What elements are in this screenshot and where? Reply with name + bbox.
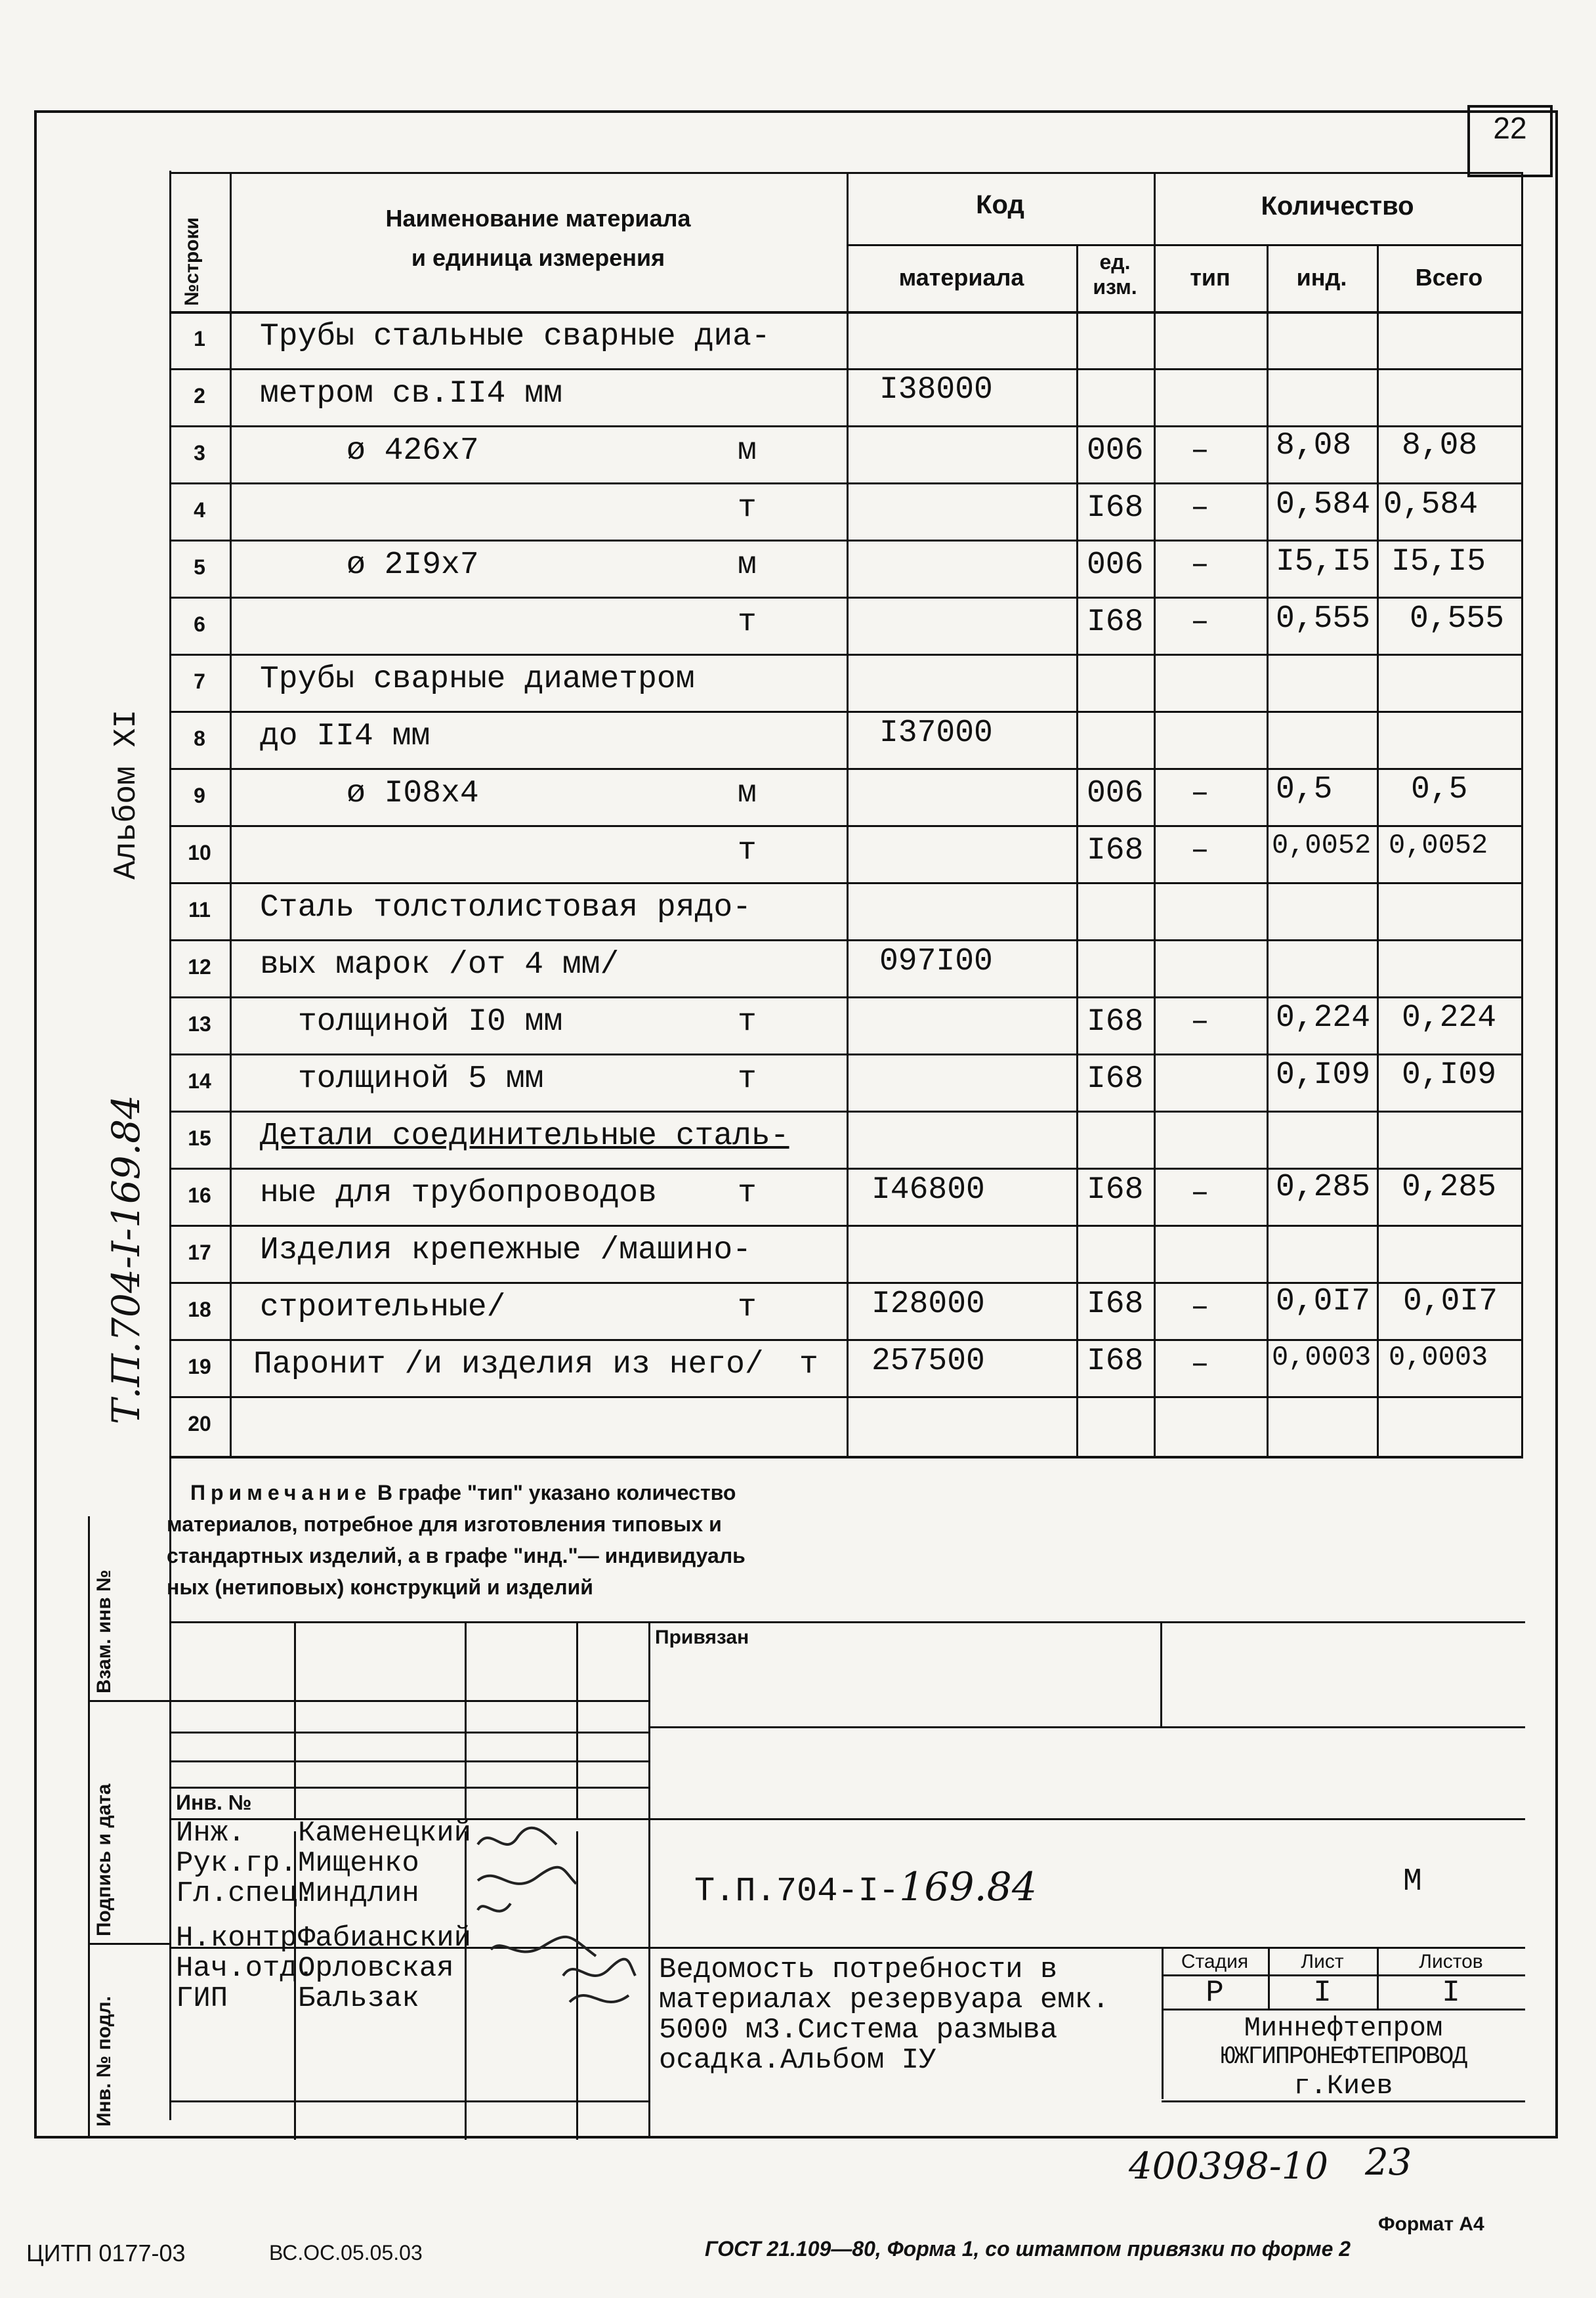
row-name: толщиной 5 мм	[298, 1061, 544, 1097]
header-name-line1: Наименование материала	[385, 205, 691, 232]
row-edizm: I68	[1087, 1172, 1144, 1208]
row-name: до II4 мм	[260, 719, 430, 754]
stage-label: Стадия	[1181, 1951, 1249, 1972]
sheets-label: Листов	[1419, 1951, 1483, 1972]
stamp-designation-print: Т.П.704-I-	[694, 1872, 900, 1911]
signer-row: Рук.гр.Мищенко	[176, 1847, 419, 1880]
row-unit: м	[738, 776, 757, 811]
row-name: метром св.II4 мм	[260, 376, 562, 412]
row-tip: –	[1190, 1176, 1209, 1211]
row-number: 1	[194, 327, 205, 351]
header-name-line2: и единица измерения	[411, 244, 665, 271]
row-unit: т	[799, 1347, 818, 1382]
row-unit: м	[738, 433, 757, 469]
row-number: 15	[188, 1126, 211, 1150]
row-tip: –	[1190, 433, 1209, 469]
row-tip: –	[1190, 776, 1209, 811]
header-code-material: материала	[898, 264, 1024, 291]
sheet-label: Лист	[1301, 1951, 1344, 1972]
row-edizm: 006	[1087, 547, 1144, 583]
header-row-number: №строки	[181, 217, 203, 306]
row-total: I5,I5	[1391, 544, 1486, 580]
row-number: 4	[194, 498, 205, 522]
sheet-value: I	[1313, 1976, 1332, 2010]
row-ind: 0,0I7	[1276, 1284, 1371, 1319]
row-number: 12	[188, 955, 211, 979]
row-tip: –	[1190, 605, 1209, 640]
row-number: 16	[188, 1183, 211, 1207]
row-code: I38000	[879, 372, 993, 408]
row-name: строительные/	[260, 1290, 506, 1325]
row-ind: I5,I5	[1276, 544, 1371, 580]
sheets-value: I	[1442, 1976, 1460, 2010]
row-edizm: I68	[1087, 833, 1144, 868]
signers-block	[176, 1818, 471, 2014]
stage-value: Р	[1206, 1976, 1224, 2010]
row-ind: 0,5	[1276, 772, 1333, 807]
row-number: 14	[188, 1069, 211, 1093]
row-unit: м	[738, 547, 757, 583]
row-unit: т	[738, 1290, 757, 1325]
row-unit: т	[738, 490, 757, 526]
title-stamp	[169, 1621, 1525, 2138]
header-qty-ind: инд.	[1296, 264, 1347, 291]
footer-right: ГОСТ 21.109—80, Форма 1, со штампом привязки по форме 2	[705, 2237, 1351, 2261]
row-edizm: I68	[1087, 1061, 1144, 1097]
header-code: Код	[976, 190, 1024, 219]
row-total: 0,555	[1410, 601, 1505, 637]
row-name: Детали соединительные сталь-	[260, 1118, 789, 1154]
row-code: I46800	[872, 1172, 985, 1208]
row-total: 8,08	[1402, 428, 1478, 463]
materials-table	[169, 172, 1522, 1458]
header-qty-total: Всего	[1415, 264, 1483, 291]
header-code-unit: ед. изм.	[1093, 250, 1137, 299]
row-tip: –	[1190, 1347, 1209, 1382]
stamp-designation	[694, 1864, 1037, 1911]
row-code: I37000	[879, 715, 993, 751]
row-code: 097I00	[879, 944, 993, 979]
side-podpis-data: Подпись и дата	[93, 1783, 115, 1936]
side-vzam-inv: Взам. инв №	[93, 1569, 115, 1693]
row-edizm: I68	[1087, 1344, 1144, 1379]
side-strip-divider	[88, 1943, 169, 1945]
row-number: 10	[188, 841, 211, 864]
note-text: В графе "тип" указано количество	[371, 1481, 736, 1504]
note-text: ных (нетиповых) конструкций и изделий	[167, 1575, 593, 1599]
row-unit: т	[738, 1004, 757, 1040]
row-unit: т	[738, 1061, 757, 1097]
row-number: 3	[194, 441, 205, 465]
row-total: 0,285	[1402, 1170, 1497, 1205]
handwritten-page: 23	[1365, 2141, 1412, 2184]
document-title: Ведомость потребности в материалах резервуара емк. 5000 м3.Система размыва осадка.Альбом IУ	[659, 1953, 1110, 2077]
signer-row: Н.контр.Фабианский	[176, 1922, 472, 1955]
row-total: 0,0003	[1389, 1342, 1488, 1373]
note-lead: Примечание	[190, 1481, 372, 1504]
row-name: вых марок /от 4 мм/	[260, 947, 620, 983]
row-number: 11	[188, 898, 211, 922]
side-strip-inner-border	[88, 1516, 90, 2137]
row-code: I28000	[872, 1287, 985, 1322]
row-ind: 0,0052	[1272, 830, 1372, 861]
row-edizm: I68	[1087, 1004, 1144, 1040]
inv-no-label: Инв. №	[176, 1791, 252, 1814]
signer-row: Нач.отд.Орловская	[176, 1952, 454, 1985]
row-number: 19	[188, 1355, 211, 1378]
row-tip: –	[1190, 490, 1209, 526]
row-name: Изделия крепежные /машино-	[260, 1233, 751, 1268]
row-name: Трубы стальные сварные диа-	[260, 319, 770, 354]
note-text: стандартных изделий, а в графе "инд."— индивидуаль	[167, 1544, 746, 1567]
side-strip-divider	[88, 1700, 169, 1702]
handwritten-number: 400398-10	[1129, 2145, 1328, 2188]
row-tip: –	[1190, 1290, 1209, 1325]
side-album-label: Альбом XI	[109, 709, 144, 880]
signatures-image	[465, 1818, 648, 2015]
row-name: толщиной I0 мм	[298, 1004, 563, 1040]
sheet-number: 22	[1493, 111, 1527, 145]
organization-block: Миннефтепром ЮЖГИПРОНЕФТЕПРОВОД г.Киев	[1220, 2012, 1467, 2102]
signer-row: Инж. Каменецкий	[176, 1817, 472, 1850]
row-number: 2	[194, 384, 205, 408]
signer-row: Гл.спец.Миндлин	[176, 1877, 419, 1910]
note-text: материалов, потребное для изготовления типовых и	[167, 1512, 722, 1536]
row-ind: 0,224	[1276, 1000, 1371, 1036]
row-number: 6	[194, 612, 205, 636]
row-name: Паронит /и изделия из него/	[253, 1347, 764, 1382]
row-tip: –	[1190, 547, 1209, 583]
row-ind: 8,08	[1276, 428, 1352, 463]
row-unit: т	[738, 1176, 757, 1211]
row-ind: 0,555	[1276, 601, 1371, 637]
row-name: Сталь толстолистовая рядо-	[260, 890, 751, 926]
signer-row: ГИП Бальзак	[176, 1982, 419, 2015]
row-name: Трубы сварные диаметром	[260, 662, 695, 697]
header-quantity: Количество	[1261, 192, 1414, 221]
footer-code: ВС.ОС.05.05.03	[269, 2241, 423, 2265]
row-number: 13	[188, 1012, 211, 1036]
row-unit: т	[738, 833, 757, 868]
row-code: 257500	[872, 1344, 985, 1379]
row-number: 17	[188, 1241, 211, 1264]
row-name: ные для трубопроводов	[260, 1176, 657, 1211]
stamp-letter: М	[1403, 1864, 1422, 1900]
footer-left: ЦИТП 0177-03	[26, 2240, 186, 2266]
format-label: Формат А4	[1378, 2213, 1484, 2235]
row-number: 18	[188, 1298, 211, 1321]
privyazan-label: Привязан	[655, 1627, 749, 1648]
row-number: 5	[194, 555, 205, 579]
row-tip: –	[1190, 1004, 1209, 1040]
row-number: 9	[194, 784, 205, 807]
row-total: 0,584	[1383, 487, 1479, 522]
row-ind: 0,285	[1276, 1170, 1371, 1205]
row-unit: т	[738, 605, 757, 640]
row-name: ø 426x7	[346, 433, 479, 469]
row-total: 0,0052	[1389, 830, 1488, 861]
row-edizm: 006	[1087, 776, 1144, 811]
header-qty-type: тип	[1190, 264, 1230, 291]
row-edizm: I68	[1087, 1287, 1144, 1322]
row-name: ø 2I9x7	[346, 547, 479, 583]
row-edizm: 006	[1087, 433, 1144, 469]
row-edizm: I68	[1087, 605, 1144, 640]
row-ind: 0,0003	[1272, 1342, 1372, 1373]
row-edizm: I68	[1087, 490, 1144, 526]
row-total: 0,I09	[1402, 1057, 1497, 1093]
row-number: 7	[194, 670, 205, 693]
row-total: 0,224	[1402, 1000, 1497, 1036]
stamp-designation-hand: 169.84	[899, 1864, 1038, 1910]
row-total: 0,0I7	[1403, 1284, 1498, 1319]
row-ind: 0,I09	[1276, 1057, 1371, 1093]
side-inv-podl: Инв. № подл.	[93, 1995, 115, 2127]
row-number: 8	[194, 727, 205, 750]
row-total: 0,5	[1411, 772, 1468, 807]
row-number: 20	[188, 1412, 211, 1436]
row-tip: –	[1190, 833, 1209, 868]
row-name: ø I08x4	[346, 776, 479, 811]
row-ind: 0,584	[1276, 487, 1371, 522]
note-block	[167, 1477, 965, 1603]
side-designation-label: Т.П.704-I-169.84	[104, 1095, 148, 1424]
